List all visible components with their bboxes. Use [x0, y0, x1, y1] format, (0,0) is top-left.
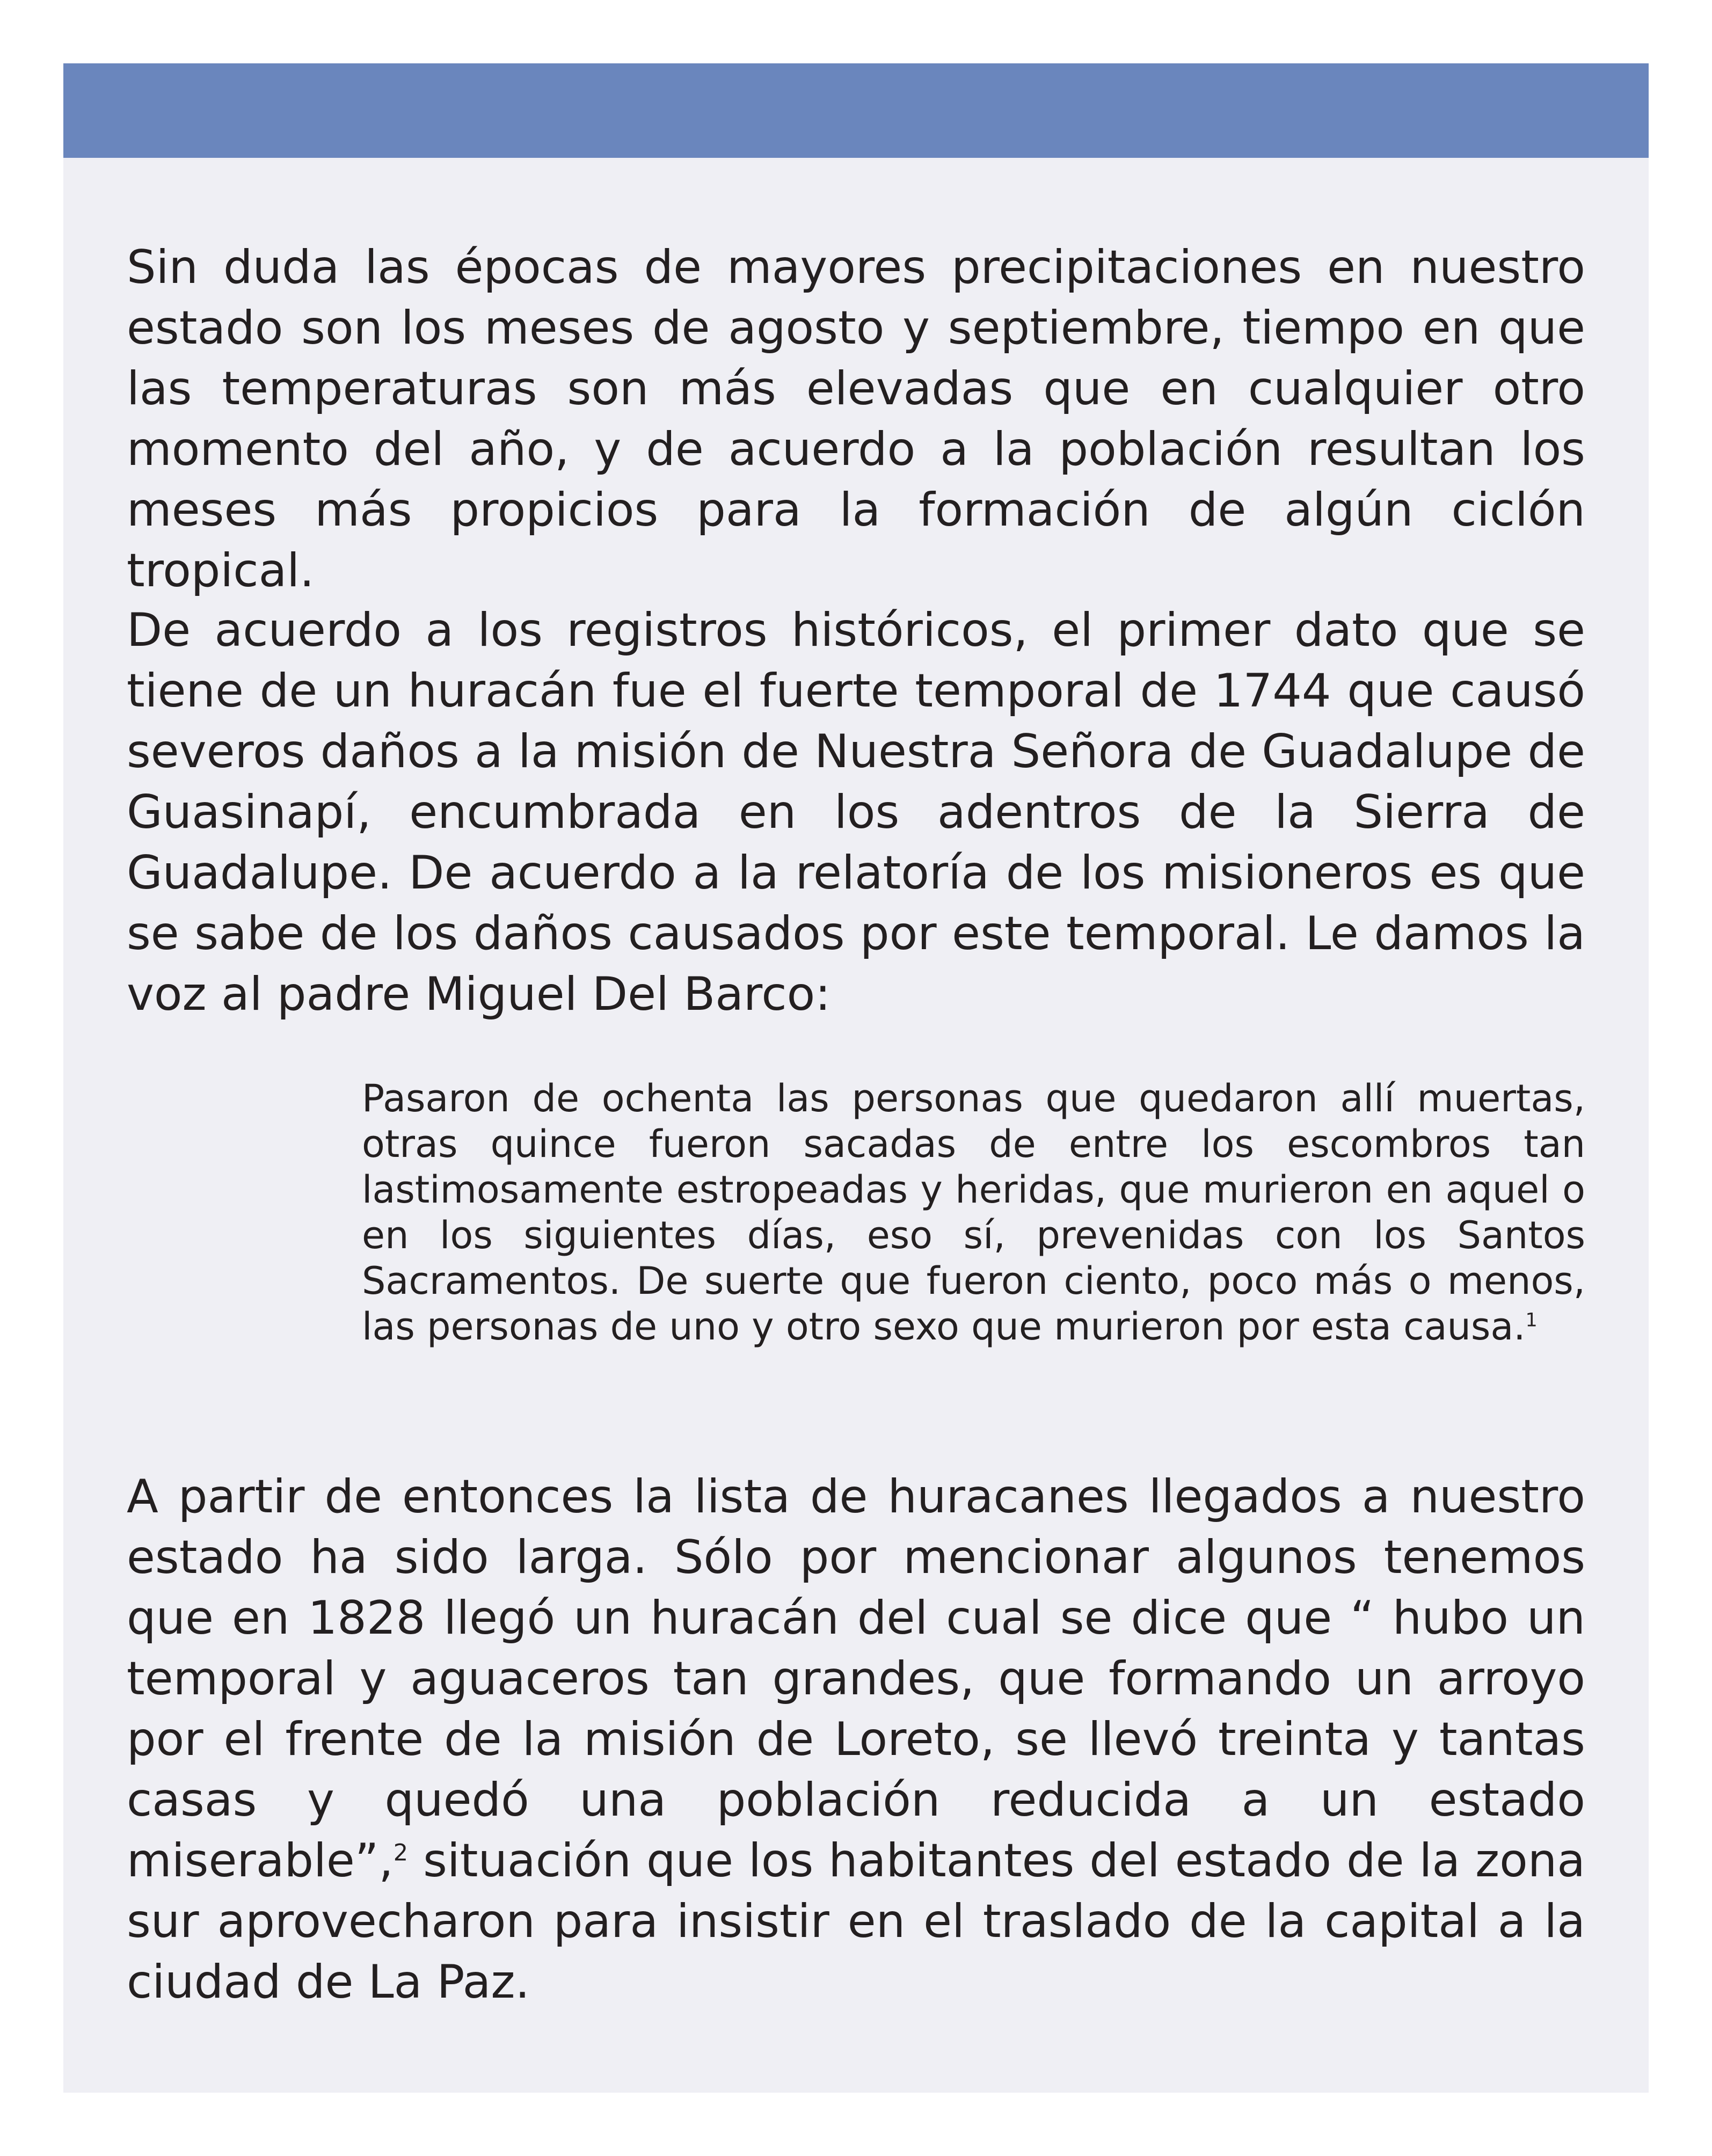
paragraph-intro: Sin duda las épocas de mayores precipitaciones en nuestro estado son los meses de agosto y septiembre, tiempo en que las temperaturas son más elevadas que en cualquier otro momento del año, y de acuerdo a la población resultan los meses más propicios para la formación de algún ciclón tropical. [127, 241, 1585, 598]
block-quote-del-barco [362, 1076, 1585, 1350]
paragraph-3-text-before: A partir de entonces la lista de huracanes llegados a nuestro estado ha sido larga. Sólo por mencionar algunos tenemos que en 1828 llegó un huracán del cual se dice que “ hubo un temporal y aguaceros tan grandes, que formando un arroyo por el frente de la misión de Loreto, se llevó treinta y tantas casas y quedó una población reducida a un estado miserable”, [127, 1470, 1585, 1888]
header-bar [63, 63, 1649, 158]
footnote-ref-2: 2 [393, 1839, 409, 1867]
page-panel [63, 63, 1649, 2093]
quote-text: Pasaron de ochenta las personas que quedaron allí muertas, otras quince fueron sacadas de entre los escombros tan lastimosamente estropeadas y heridas, que murieron en aquel o en los siguientes días, eso sí, prevenidas con los Santos Sacramentos. De suerte que fueron ciento, poco más o menos, las personas de uno y otro sexo que murieron por esta causa. [362, 1076, 1585, 1349]
paragraph-historical-records: De acuerdo a los registros históricos, el primer dato que se tiene de un huracán fue el fuerte temporal de 1744 que causó severos daños a la misión de Nuestra Señora de Guadalupe de Guasinapí, encumbrada en los adentros de la Sierra de Guadalupe. De acuerdo a la relatoría de los misioneros es que se sabe de los daños causados por este temporal. Le damos la voz al padre Miguel Del Barco: [127, 603, 1585, 1021]
paragraph-hurricane-list [127, 1467, 1585, 2013]
footnote-ref-1: 1 [1525, 1309, 1538, 1331]
paragraph-3-text-after: situación que los habitantes del estado de la zona sur aprovecharon para insistir en el traslado de la capital a la ciudad de La Paz. [127, 1834, 1585, 2009]
